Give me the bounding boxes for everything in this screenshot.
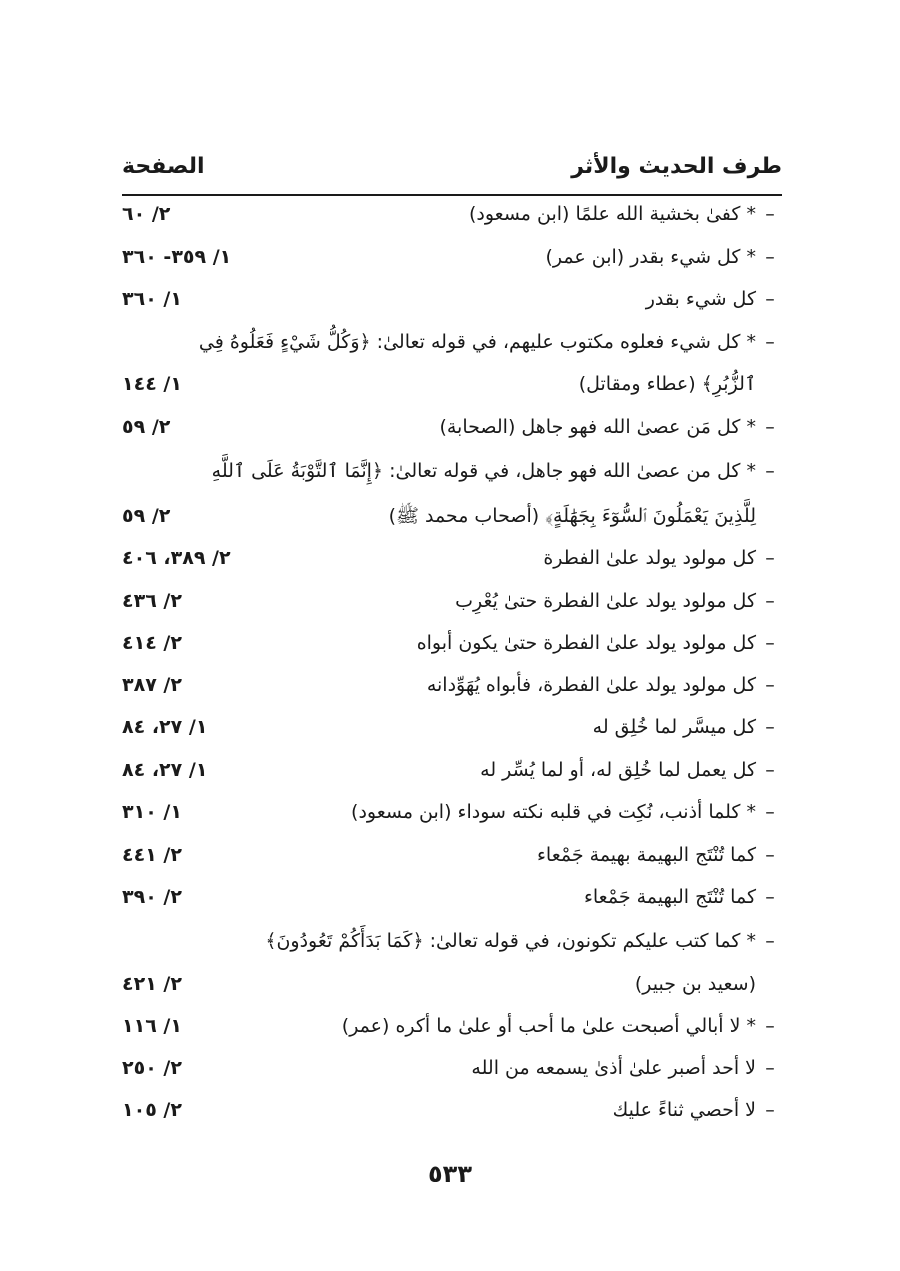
entry-text: كما تُنْتَج البهيمة جَمْعاء <box>583 886 756 908</box>
column-title-page: الصفحة <box>122 154 205 179</box>
entry-dash: – <box>765 674 775 696</box>
entry-dash: – <box>765 801 775 823</box>
entry-dash: – <box>765 288 775 310</box>
entry-dash: – <box>765 1057 775 1079</box>
entry-page-ref: ٢/ ٦٠ <box>122 203 171 225</box>
entry-dash: – <box>765 246 775 268</box>
entry-page-ref: ٢/ ٤٣٦ <box>122 590 182 612</box>
page-number: ٥٣٣ <box>428 1160 472 1188</box>
entry-dash: – <box>765 590 775 612</box>
entry-text: كل شيء بقدر <box>645 288 756 310</box>
entry-page-ref: ١/ ٣١٠ <box>122 801 182 823</box>
entry-page-ref: ١/ ٣٦٠ <box>122 288 182 310</box>
entry-dash: – <box>765 759 775 781</box>
entry-dash: – <box>765 930 775 952</box>
entry-dash: – <box>765 716 775 738</box>
entry-text-continued: (سعيد بن جبير) <box>634 973 756 995</box>
entry-page-ref: ٢/ ٣٨٩، ٤٠٦ <box>122 547 231 569</box>
entry-dash: – <box>765 416 775 438</box>
entry-page-ref: ٢/ ٥٩ <box>122 416 171 438</box>
entry-dash: – <box>765 203 775 225</box>
entry-text: * لا أبالي أصبحت علىٰ ما أحب أو علىٰ ما أكره (عمر) <box>341 1015 756 1037</box>
entry-text: كل مولود يولد علىٰ الفطرة حتىٰ يُعْرِب <box>455 590 756 612</box>
entry-text: لا أحصي ثناءً عليك <box>612 1099 756 1121</box>
entry-text-continued: لِلَّذِينَ يَعْمَلُونَ ٱلسُّوٓءَ بِجَهَٰلَةٍ﴾ (أصحاب محمد ﷺ) <box>388 505 756 527</box>
entry-text: * كل شيء بقدر (ابن عمر) <box>545 246 756 268</box>
entry-page-ref: ٢/ ٣٩٠ <box>122 886 182 908</box>
entry-text: كل ميسَّر لما خُلِق له <box>592 716 756 738</box>
entry-text: لا أحد أصبر علىٰ أذىٰ يسمعه من الله <box>471 1057 756 1079</box>
entry-text: * كل من عصىٰ الله فهو جاهل، في قوله تعالىٰ: ﴿إِنَّمَا ٱلتَّوْبَةُ عَلَى ٱللَّهِ <box>211 460 756 482</box>
entry-page-ref: ٢/ ٤٢١ <box>122 973 182 995</box>
entry-page-ref: ٢/ ١٠٥ <box>122 1099 182 1121</box>
entry-page-ref: ١/ ٣٥٩- ٣٦٠ <box>122 246 232 268</box>
entry-dash: – <box>765 331 775 353</box>
entry-page-ref: ١/ ٢٧، ٨٤ <box>122 716 208 738</box>
entry-text: * كما كتب عليكم تكونون، في قوله تعالىٰ: ﴿كَمَا بَدَأَكُمْ تَعُودُونَ﴾ <box>265 930 756 952</box>
entry-text: كل مولود يولد علىٰ الفطرة، فأبواه يُهَوِّدانه <box>426 674 756 696</box>
entry-text: كل مولود يولد علىٰ الفطرة <box>543 547 756 569</box>
entry-page-ref: ٢/ ٤١٤ <box>122 632 182 654</box>
entry-page-ref: ٢/ ٥٩ <box>122 505 171 527</box>
entry-text: * كل مَن عصىٰ الله فهو جاهل (الصحابة) <box>439 416 756 438</box>
entry-dash: – <box>765 1015 775 1037</box>
column-title-hadith: طرف الحديث والأثر <box>571 154 782 179</box>
entry-text: * كلما أذنب، نُكِت في قلبه نكته سوداء (ابن مسعود) <box>351 801 756 823</box>
entry-page-ref: ١/ ١٤٤ <box>122 373 182 395</box>
entry-text: كل يعمل لما خُلِق له، أو لما يُسِّر له <box>480 759 756 781</box>
entry-page-ref: ٢/ ٣٨٧ <box>122 674 182 696</box>
entry-text: * كل شيء فعلوه مكتوب عليهم، في قوله تعالىٰ: ﴿وَكُلُّ شَيْءٍ فَعَلُوهُ فِي <box>198 331 756 353</box>
entry-text-continued: ٱلزُّبُرِ﴾ (عطاء ومقاتل) <box>578 373 756 395</box>
entry-dash: – <box>765 844 775 866</box>
entry-dash: – <box>765 460 775 482</box>
entry-dash: – <box>765 1099 775 1121</box>
entry-text: كما تُنْتَج البهيمة بهيمة جَمْعاء <box>536 844 756 866</box>
entry-text: كل مولود يولد علىٰ الفطرة حتىٰ يكون أبواه <box>416 632 756 654</box>
entry-dash: – <box>765 632 775 654</box>
entry-page-ref: ٢/ ٤٤١ <box>122 844 182 866</box>
entry-text: * كفىٰ بخشية الله علمًا (ابن مسعود) <box>468 203 756 225</box>
entry-page-ref: ١/ ٢٧، ٨٤ <box>122 759 208 781</box>
entry-page-ref: ٢/ ٢٥٠ <box>122 1057 182 1079</box>
entry-page-ref: ١/ ١١٦ <box>122 1015 182 1037</box>
entry-dash: – <box>765 547 775 569</box>
entry-dash: – <box>765 886 775 908</box>
